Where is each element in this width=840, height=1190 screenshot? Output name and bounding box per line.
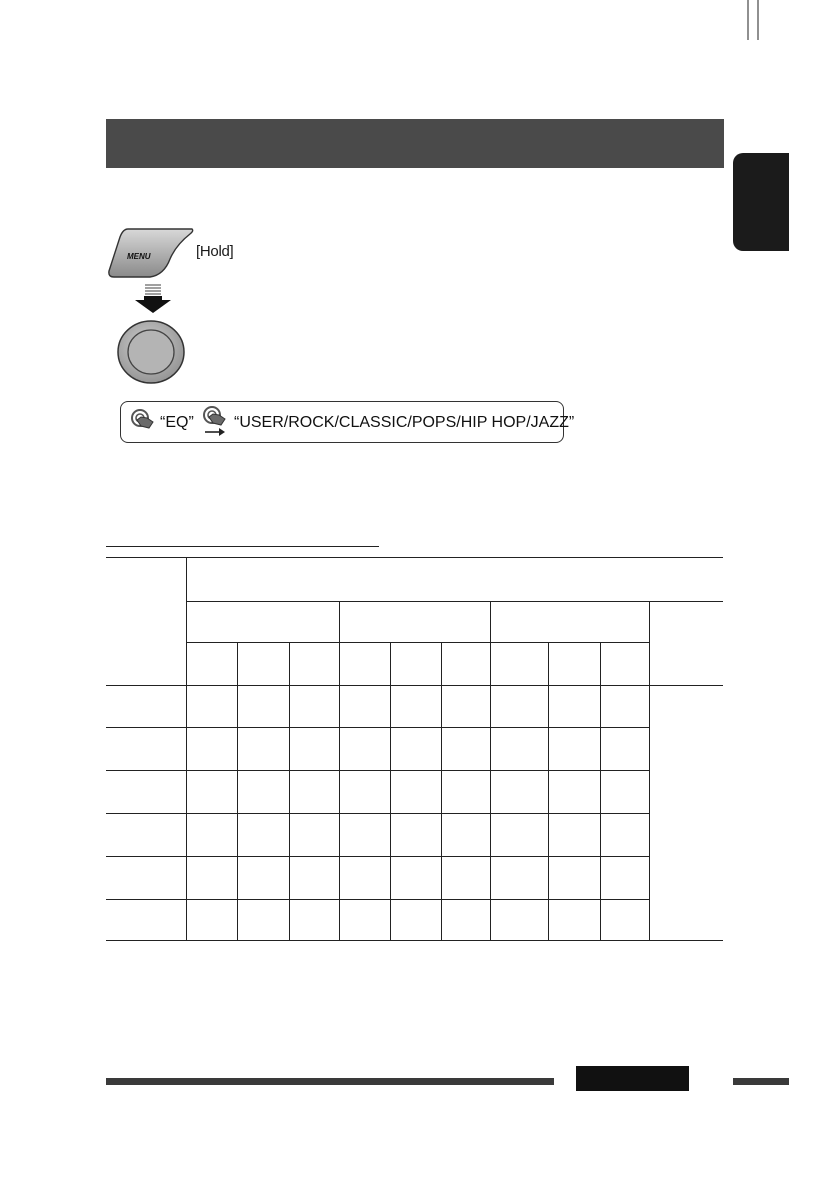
table-cell [441, 728, 490, 771]
table-cell [649, 602, 723, 686]
table-row [106, 771, 723, 814]
table-cell [289, 814, 339, 857]
table-cell [339, 728, 390, 771]
table-cell [106, 900, 186, 941]
table-cell [237, 643, 289, 686]
table-cell [600, 643, 649, 686]
eq-menu-item: “EQ” [160, 414, 194, 431]
table-cell [490, 814, 548, 857]
menu-button-icon [106, 225, 196, 281]
table-cell [186, 728, 237, 771]
table-row [106, 728, 723, 771]
table-cell [441, 686, 490, 728]
language-side-tab [733, 153, 789, 251]
table-cell [339, 771, 390, 814]
table-row [106, 857, 723, 900]
table-cell [289, 771, 339, 814]
table-cell [441, 771, 490, 814]
table-cell [390, 728, 441, 771]
table-cell [490, 900, 548, 941]
table-cell [186, 900, 237, 941]
table-cell [649, 686, 723, 941]
table-cell [186, 686, 237, 728]
table-row [106, 814, 723, 857]
table-cell [289, 728, 339, 771]
table-cell [339, 814, 390, 857]
table-cell [237, 814, 289, 857]
table-cell [289, 900, 339, 941]
table-cell [548, 771, 600, 814]
table-cell [600, 814, 649, 857]
table-cell [237, 900, 289, 941]
table-row [106, 643, 723, 686]
table-cell [289, 857, 339, 900]
table-cell [548, 900, 600, 941]
table-cell [106, 558, 186, 686]
table-cell [390, 686, 441, 728]
table-cell [339, 857, 390, 900]
table-cell [490, 771, 548, 814]
table-cell [548, 686, 600, 728]
table-row [106, 602, 723, 643]
section-header-bar [106, 119, 724, 168]
page-number-box [576, 1066, 689, 1091]
footer-rule-left [106, 1078, 554, 1085]
table-cell [106, 814, 186, 857]
table-cell [548, 857, 600, 900]
table-cell [106, 857, 186, 900]
table-cell [548, 643, 600, 686]
table-cell [390, 900, 441, 941]
table-cell [600, 686, 649, 728]
eq-mode-list: “USER/ROCK/CLASSIC/POPS/HIP HOP/JAZZ” [234, 414, 575, 431]
table-cell [106, 686, 186, 728]
table-cell [600, 771, 649, 814]
table-cell [441, 814, 490, 857]
table-cell [237, 857, 289, 900]
table-row [106, 900, 723, 941]
table-cell [289, 686, 339, 728]
press-dial-icon [129, 408, 159, 436]
table-cell [490, 857, 548, 900]
turn-dial-icon [201, 406, 231, 438]
table-cell [339, 686, 390, 728]
eq-sequence-box [120, 401, 575, 443]
table-cell [237, 771, 289, 814]
hold-label: [Hold] [196, 243, 234, 260]
table-cell [548, 728, 600, 771]
table-cell [106, 771, 186, 814]
table-cell [339, 900, 390, 941]
table-cell [237, 728, 289, 771]
table-cell [600, 900, 649, 941]
down-arrow-icon [133, 283, 173, 317]
table-cell [186, 558, 723, 602]
table-cell [490, 602, 649, 643]
crop-mark [0, 0, 840, 60]
table-title-underline [106, 546, 379, 547]
table-cell [490, 643, 548, 686]
table-cell [390, 814, 441, 857]
control-dial-icon [116, 318, 192, 388]
table-cell [600, 857, 649, 900]
table-cell [390, 643, 441, 686]
table-cell [390, 771, 441, 814]
table-cell [289, 643, 339, 686]
table-cell [441, 643, 490, 686]
table-cell [490, 686, 548, 728]
footer-rule-right [733, 1078, 789, 1085]
table-cell [490, 728, 548, 771]
table-cell [186, 771, 237, 814]
table-cell [441, 900, 490, 941]
table-row [106, 686, 723, 728]
table-cell [339, 643, 390, 686]
eq-settings-table [106, 557, 723, 941]
table-cell [106, 728, 186, 771]
table-cell [186, 857, 237, 900]
table-cell [186, 643, 237, 686]
table-cell [390, 857, 441, 900]
table-cell [186, 602, 339, 643]
table-cell [237, 686, 289, 728]
table-cell [548, 814, 600, 857]
table-cell [339, 602, 490, 643]
table-row [106, 558, 723, 602]
table-cell [186, 814, 237, 857]
table-cell [600, 728, 649, 771]
menu-key-label: MENU [127, 252, 151, 261]
table-cell [441, 857, 490, 900]
